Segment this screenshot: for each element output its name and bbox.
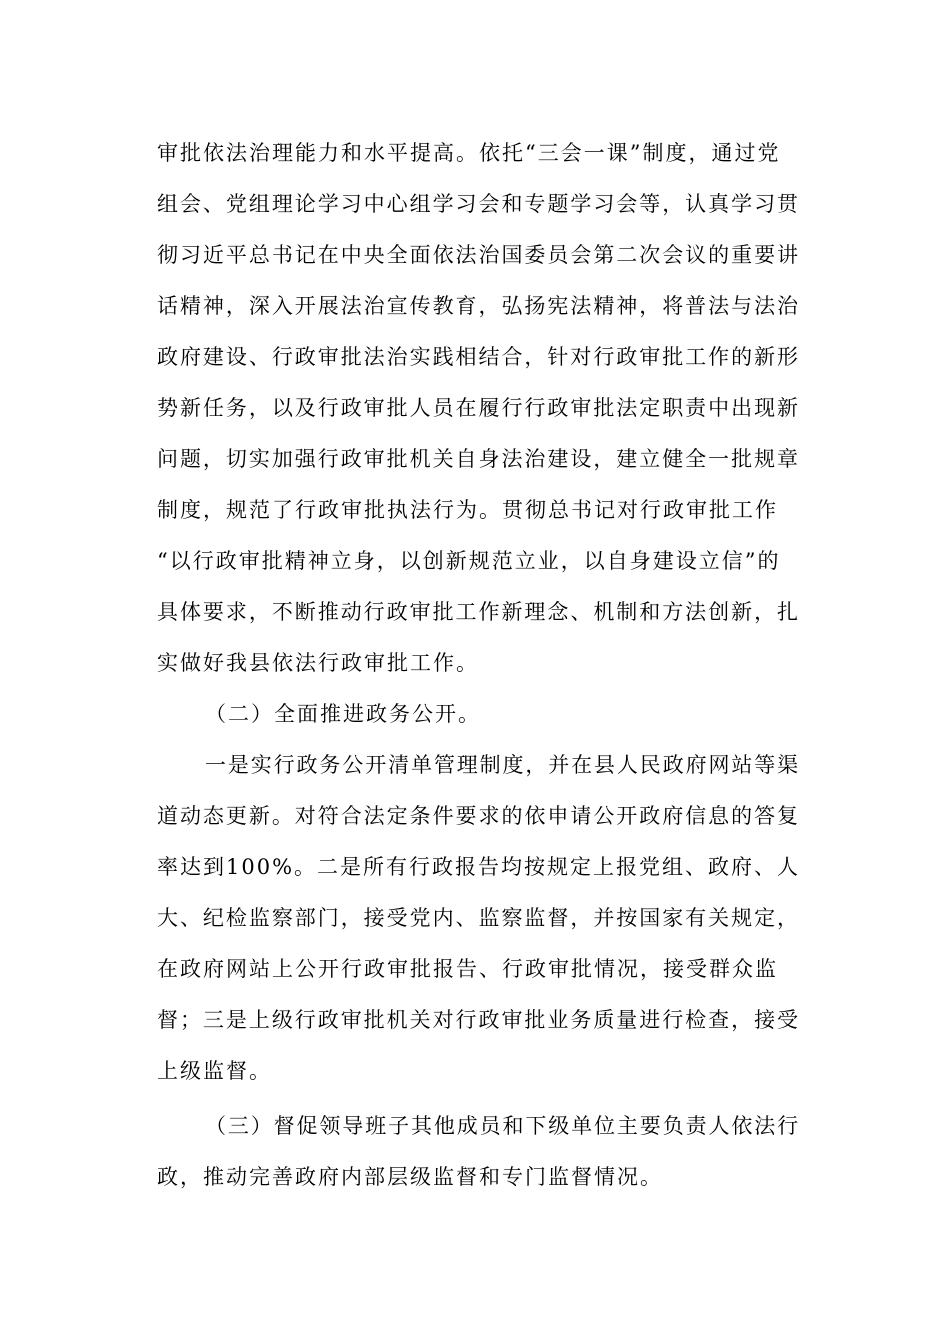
section-heading-3-line-1: （三）督促领导班子其他成员和下级单位主要负责人依法行 xyxy=(205,1114,800,1138)
section-heading-3-line-2: 政，推动完善政府内部层级监督和专门监督情况。 xyxy=(157,1165,663,1189)
paragraph-2-line-5: 在政府网站上公开行政审批报告、行政审批情况，接受群众监 xyxy=(157,957,778,981)
paragraph-1-line-3: 彻习近平总书记在中央全面依法治国委员会第二次会议的重要讲 xyxy=(157,243,800,267)
paragraph-2-line-4: 大、纪检监察部门，接受党内、监察监督，并按国家有关规定， xyxy=(157,906,800,930)
paragraph-1-line-1: 审批依法治理能力和水平提高。依托“三会一课”制度，通过党 xyxy=(157,141,781,165)
paragraph-2-line-2: 道动态更新。对符合法定条件要求的依申请公开政府信息的答复 xyxy=(157,804,800,828)
paragraph-1-line-4: 话精神，深入开展法治宣传教育，弘扬宪法精神，将普法与法治 xyxy=(157,294,800,318)
paragraph-1-line-8: 制度，规范了行政审批执法行为。贯彻总书记对行政审批工作 xyxy=(157,498,778,522)
section-heading-2: （二）全面推进政务公开。 xyxy=(205,702,481,726)
paragraph-2-line-1: 一是实行政务公开清单管理制度，并在县人民政府网站等渠 xyxy=(205,753,800,777)
paragraph-1-line-11: 实做好我县依法行政审批工作。 xyxy=(157,651,479,675)
paragraph-1-line-2: 组会、党组理论学习中心组学习会和专题学习会等，认真学习贯 xyxy=(157,192,800,216)
paragraph-1-line-7: 问题，切实加强行政审批机关自身法治建设，建立健全一批规章 xyxy=(157,447,800,471)
paragraph-1-line-5: 政府建设、行政审批法治实践相结合，针对行政审批工作的新形 xyxy=(157,345,800,369)
paragraph-1-line-10: 具体要求，不断推动行政审批工作新理念、机制和方法创新，扎 xyxy=(157,600,800,624)
paragraph-1-line-9: “以行政审批精神立身，以创新规范立业，以自身建设立信”的 xyxy=(157,549,781,573)
paragraph-1-line-6: 势新任务，以及行政审批人员在履行行政审批法定职责中出现新 xyxy=(157,396,800,420)
paragraph-2-line-7: 上级监督。 xyxy=(157,1059,272,1083)
paragraph-2-line-3: 率达到100%。二是所有行政报告均按规定上报党组、政府、人 xyxy=(157,855,801,879)
paragraph-2-line-6: 督；三是上级行政审批机关对行政审批业务质量进行检查，接受 xyxy=(157,1008,800,1032)
